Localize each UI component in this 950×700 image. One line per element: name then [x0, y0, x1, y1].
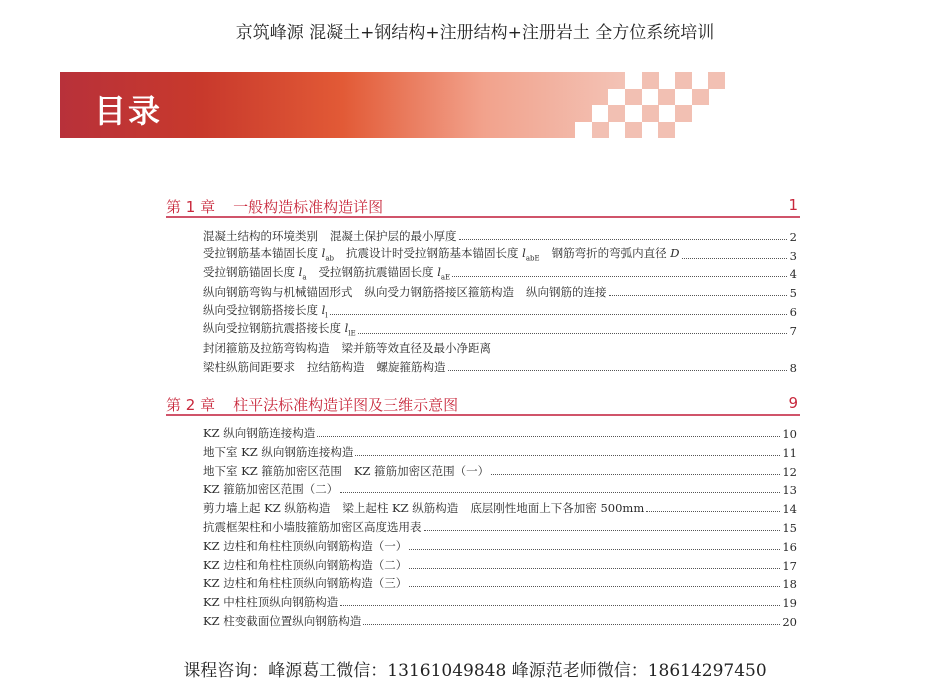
- symbol: l: [344, 321, 349, 336]
- entry-title: KZ 柱变截面位置纵向钢筋构造: [203, 614, 362, 628]
- entry-title: KZ 纵向钢筋连接构造: [203, 426, 316, 440]
- toc-entry[interactable]: [203, 303, 797, 319]
- dot-leader: [646, 510, 780, 512]
- toc-entry[interactable]: [203, 519, 797, 535]
- symbol-subscript: aE: [440, 273, 451, 282]
- symbol-subscript: a: [302, 273, 307, 282]
- entry-title: KZ 箍筋加密区范围（二）: [203, 482, 339, 497]
- entry-page: 18: [782, 577, 797, 592]
- dot-leader: [459, 238, 788, 240]
- dot-leader: [491, 473, 780, 475]
- entry-page: 7: [789, 323, 797, 338]
- toc-banner: [60, 72, 740, 138]
- entry-title: 剪力墙上起 KZ 纵筋构造 梁上起柱 KZ 纵筋构造 底层刚性地面上下各加密 500mm: [203, 501, 645, 516]
- toc-entry[interactable]: [203, 340, 797, 356]
- symbol-subscript: abE: [525, 254, 540, 263]
- toc-entry[interactable]: [203, 228, 797, 244]
- toc-entry[interactable]: [203, 359, 797, 375]
- toc-entry[interactable]: [203, 481, 797, 497]
- dot-leader: [682, 257, 788, 259]
- toc-entry[interactable]: [203, 463, 797, 479]
- toc-entry[interactable]: [203, 575, 797, 591]
- symbol: l: [522, 246, 526, 261]
- toc-entry[interactable]: [203, 594, 797, 610]
- dot-leader: [409, 585, 780, 587]
- toc-entry[interactable]: [203, 444, 797, 460]
- chapter-title: 柱平法标准构造详图及三维示意图: [233, 396, 459, 414]
- dot-leader: [409, 567, 780, 569]
- toc-entry[interactable]: [203, 538, 797, 554]
- toc-entry[interactable]: [203, 425, 797, 441]
- dot-leader: [340, 604, 780, 606]
- dot-leader: [330, 313, 787, 315]
- entry-title: KZ 边柱和角柱柱顶纵向钢筋构造（二）: [203, 557, 408, 572]
- toc-entry[interactable]: [203, 500, 797, 516]
- entry-title: 受拉钢筋锚固长度 $l_a$ 受拉钢筋抗震锚固长度 $l_{aE}$: [203, 265, 451, 282]
- entry-title: 受拉钢筋基本锚固长度 $l_{ab}$ 抗震设计时受拉钢筋基本锚固长度 $l_{abE}$ 钢筋弯折的弯弧内直径 D: [203, 246, 680, 263]
- page-header: 京筑峰源 混凝土+钢结构+注册结构+注册岩土 全方位系统培训: [235, 23, 715, 43]
- entry-title: 封闭箍筋及拉筋弯钩构造 梁并筋等效直径及最小净距离: [203, 341, 491, 356]
- entry-title: 纵向钢筋弯钩与机械锚固形式 纵向受力钢筋搭接区箍筋构造 纵向钢筋的连接: [203, 285, 607, 300]
- dot-leader: [317, 435, 780, 437]
- symbol: D: [670, 246, 680, 261]
- entry-page: 15: [782, 521, 797, 535]
- entry-page: 8: [789, 360, 797, 375]
- chapter-title: 一般构造标准构造详图: [233, 198, 384, 216]
- entry-title: 抗震框架柱和小墙肢箍筋加密区高度选用表: [203, 520, 422, 534]
- toc-entry[interactable]: [203, 613, 797, 629]
- entry-page: 5: [789, 286, 797, 301]
- symbol-subscript: ab: [325, 254, 334, 263]
- entry-title: 地下室 KZ 箍筋加密区范围 KZ 箍筋加密区范围（一）: [203, 463, 490, 478]
- symbol-subscript: l: [325, 310, 328, 319]
- toc-entry[interactable]: [203, 322, 797, 338]
- symbol: l: [321, 302, 326, 317]
- dot-leader: [409, 548, 780, 550]
- entry-title: 纵向受拉钢筋搭接长度 $l_l$: [203, 302, 328, 319]
- chapter-page: 1: [788, 196, 798, 214]
- entry-page: 2: [789, 230, 797, 244]
- entry-page: 13: [782, 483, 797, 498]
- dot-leader: [609, 294, 788, 296]
- entry-page: 17: [782, 558, 797, 573]
- dot-leader: [363, 623, 780, 625]
- entry-title: 地下室 KZ 纵向钢筋连接构造: [203, 444, 354, 459]
- entry-page: 6: [789, 304, 797, 319]
- chapter-label: 第 2 章: [166, 396, 216, 414]
- entry-page: 16: [782, 539, 797, 554]
- entry-page: 12: [782, 464, 797, 479]
- entry-title: 混凝土结构的环境类别 混凝土保护层的最小厚度: [203, 229, 457, 243]
- page-footer: 课程咨询：峰源葛工微信：13161049848 峰源范老师微信：18614297450: [183, 661, 767, 681]
- symbol: l: [437, 265, 441, 280]
- entry-page: 4: [789, 267, 797, 282]
- toc-entry[interactable]: [203, 247, 797, 263]
- entry-title: 梁柱纵筋间距要求 拉结筋构造 螺旋箍筋构造: [203, 359, 446, 374]
- entry-page: 20: [782, 615, 797, 629]
- toc-entry[interactable]: [203, 265, 797, 281]
- chapter-page: 9: [788, 394, 798, 412]
- chapter-heading[interactable]: [166, 394, 800, 416]
- dot-leader: [355, 454, 780, 456]
- dot-leader: [358, 332, 787, 334]
- entry-page: 3: [789, 248, 797, 263]
- symbol: l: [298, 265, 303, 280]
- entry-title: 纵向受拉钢筋抗震搭接长度 $l_{lE}$: [203, 321, 356, 338]
- symbol: l: [321, 246, 326, 261]
- entry-page: 14: [782, 502, 797, 517]
- entry-title: KZ 边柱和角柱柱顶纵向钢筋构造（三）: [203, 576, 408, 591]
- chapter-heading[interactable]: [166, 196, 800, 218]
- dot-leader: [424, 529, 781, 531]
- chapter-label: 第 1 章: [166, 198, 216, 216]
- dot-leader: [452, 275, 787, 277]
- dot-leader: [340, 491, 780, 493]
- entry-title: KZ 中柱柱顶纵向钢筋构造: [203, 595, 339, 610]
- toc-entry[interactable]: [203, 284, 797, 300]
- toc-entry[interactable]: [203, 557, 797, 573]
- dot-leader: [448, 369, 788, 371]
- entry-page: 10: [782, 427, 797, 441]
- banner-title: 目录: [94, 92, 163, 130]
- entry-title: KZ 边柱和角柱柱顶纵向钢筋构造（一）: [203, 538, 408, 553]
- symbol-subscript: lE: [348, 329, 356, 338]
- entry-page: 19: [782, 596, 797, 611]
- entry-page: 11: [782, 445, 797, 460]
